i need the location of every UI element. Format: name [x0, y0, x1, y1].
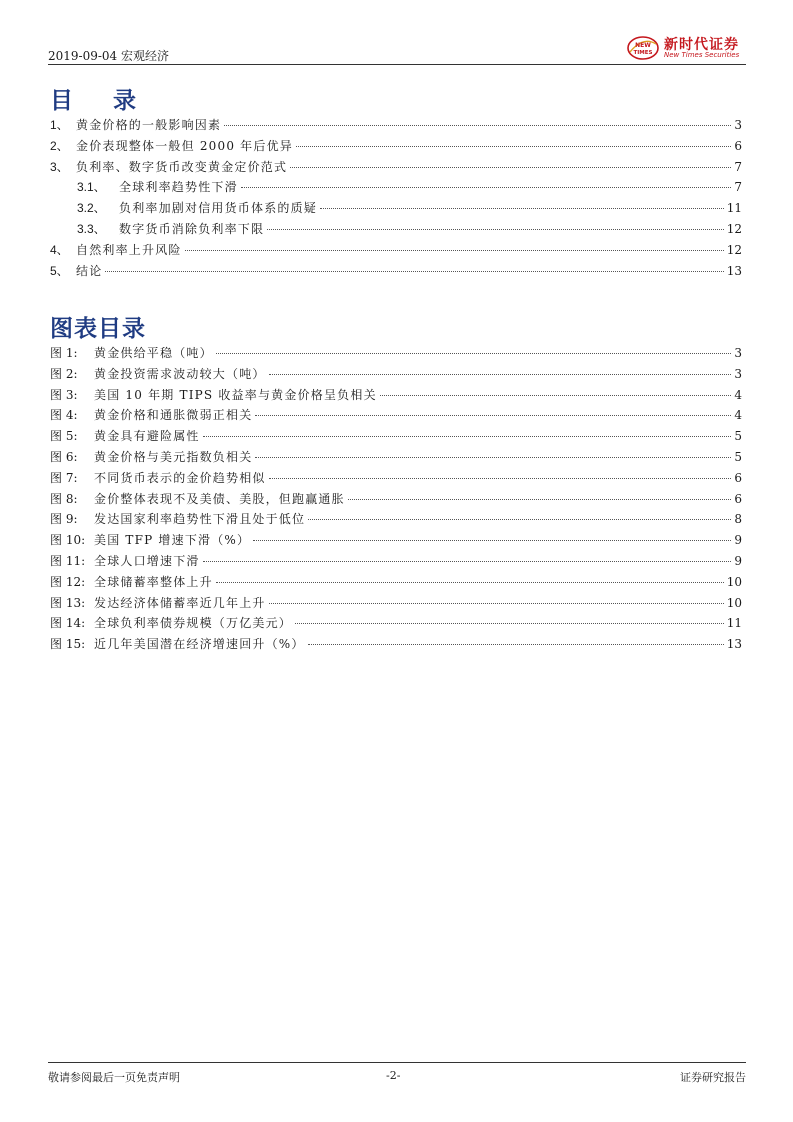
- dot-leader: [320, 208, 724, 209]
- toc-entry[interactable]: [50, 116, 742, 137]
- dot-leader: [216, 582, 724, 583]
- toc-entry-page: 7: [734, 159, 742, 174]
- figure-entry-number: 图 12:: [50, 574, 86, 589]
- figure-entry-number: 图 8:: [50, 491, 78, 506]
- dot-leader: [267, 229, 724, 230]
- dot-leader: [216, 353, 732, 354]
- toc-entry-number: 3.3、: [77, 221, 106, 236]
- figure-entry-page: 13: [726, 637, 742, 652]
- figure-entry-page: 8: [734, 512, 742, 527]
- dot-leader: [290, 167, 731, 168]
- footer-disclaimer: 敬请参阅最后一页免责声明: [48, 1071, 180, 1084]
- dot-leader: [269, 374, 732, 375]
- figure-entry-text: 黄金价格与美元指数负相关: [94, 449, 253, 464]
- figure-entry-text: 美国 10 年期 TIPS 收益率与黄金价格呈负相关: [94, 387, 377, 402]
- toc-title: 目 录: [50, 88, 153, 114]
- toc-entry-text: 自然利率上升风险: [76, 242, 182, 257]
- toc-entry-number: 5、: [50, 263, 69, 278]
- dot-leader: [296, 146, 731, 147]
- figure-entry-page: 4: [734, 387, 742, 402]
- dot-leader: [255, 457, 731, 458]
- toc-entry-page: 12: [726, 242, 742, 257]
- figure-entry-text: 发达国家利率趋势性下滑且处于低位: [94, 512, 306, 527]
- toc-entry[interactable]: [50, 241, 742, 262]
- figure-entry[interactable]: [50, 635, 742, 656]
- figure-entry-text: 不同货币表示的金价趋势相似: [94, 470, 266, 485]
- figure-entry[interactable]: [50, 427, 742, 448]
- figure-entry-number: 图 13:: [50, 595, 86, 610]
- figure-entry-page: 10: [726, 574, 742, 589]
- figure-entry[interactable]: [50, 406, 742, 427]
- toc-entry-page: 3: [734, 118, 742, 132]
- dot-leader: [308, 519, 731, 520]
- page-header: [48, 34, 746, 64]
- figure-entry-text: 黄金价格和通胀微弱正相关: [94, 408, 253, 423]
- header-divider: [48, 64, 746, 65]
- figure-entry-page: 10: [726, 595, 742, 610]
- dot-leader: [269, 478, 732, 479]
- figure-entry[interactable]: [50, 490, 742, 511]
- figure-entry-text: 全球储蓄率整体上升: [94, 574, 213, 589]
- toc-entry-page: 7: [734, 180, 742, 195]
- figure-entry-page: 9: [734, 553, 742, 568]
- figure-entry-number: 图 14:: [50, 616, 86, 631]
- figure-entry-number: 图 3:: [50, 387, 78, 402]
- footer-report-type: 证券研究报告: [680, 1071, 746, 1084]
- figure-entry-number: 图 6:: [50, 449, 78, 464]
- figure-entry-page: 3: [734, 366, 742, 381]
- toc-entry-number: 1、: [50, 118, 69, 132]
- dot-leader: [253, 540, 731, 541]
- toc-entry-number: 3.1、: [77, 180, 106, 195]
- dot-leader: [105, 271, 723, 272]
- svg-text:NEW: NEW: [635, 42, 651, 49]
- svg-text:TIMES: TIMES: [633, 50, 653, 56]
- figure-entry-page: 5: [734, 429, 742, 444]
- toc-entry[interactable]: [50, 178, 742, 199]
- toc-entry[interactable]: [50, 137, 742, 158]
- figure-entry[interactable]: [50, 365, 742, 386]
- logo-chinese-name: 新时代证券: [664, 37, 739, 53]
- dot-leader: [269, 603, 724, 604]
- toc-entry-page: 13: [726, 263, 742, 278]
- dot-leader: [185, 250, 724, 251]
- figure-list: [50, 344, 742, 656]
- toc-entry-number: 3.2、: [77, 201, 106, 216]
- figure-entry[interactable]: [50, 573, 742, 594]
- toc-entry-text: 负利率加剧对信用货币体系的质疑: [119, 201, 318, 216]
- figure-entry-number: 图 1:: [50, 346, 78, 360]
- figure-entry[interactable]: [50, 594, 742, 615]
- toc-entry-number: 3、: [50, 159, 69, 174]
- toc-entry-text: 负利率、数字货币改变黄金定价范式: [76, 159, 288, 174]
- dot-leader: [308, 644, 724, 645]
- dot-leader: [241, 187, 732, 188]
- dot-leader: [380, 395, 732, 396]
- figure-entry[interactable]: [50, 469, 742, 490]
- figure-entry-number: 图 15:: [50, 637, 86, 652]
- figure-entry-text: 金价整体表现不及美债、美股，但跑赢通胀: [94, 491, 345, 506]
- toc-list: [50, 116, 742, 282]
- figure-entry-page: 4: [734, 408, 742, 423]
- figure-entry-number: 图 11:: [50, 553, 86, 568]
- figure-entry-text: 美国 TFP 增速下滑（%）: [94, 533, 251, 548]
- toc-entry-page: 12: [726, 221, 742, 236]
- figure-entry-page: 11: [726, 616, 742, 631]
- toc-entry-page: 6: [734, 138, 742, 153]
- figure-entry-number: 图 9:: [50, 512, 78, 527]
- header-date-category: 2019-09-04 宏观经济: [48, 49, 170, 63]
- dot-leader: [255, 415, 731, 416]
- figure-entry-number: 图 5:: [50, 429, 78, 444]
- figure-entry-text: 黄金具有避险属性: [94, 429, 200, 444]
- dot-leader: [295, 623, 724, 624]
- figure-entry[interactable]: [50, 510, 742, 531]
- toc-entry[interactable]: [50, 199, 742, 220]
- figure-entry-text: 黄金投资需求波动较大（吨）: [94, 366, 266, 381]
- figure-entry[interactable]: [50, 448, 742, 469]
- toc-entry-number: 4、: [50, 242, 69, 257]
- dot-leader: [224, 125, 731, 126]
- figure-entry-number: 图 4:: [50, 408, 78, 423]
- page-number: -2-: [386, 1069, 401, 1082]
- figure-entry-text: 发达经济体储蓄率近几年上升: [94, 595, 266, 610]
- new-times-logo-icon: [626, 34, 660, 62]
- figure-entry-page: 3: [734, 346, 742, 360]
- figure-entry-page: 6: [734, 491, 742, 506]
- figure-entry-number: 图 7:: [50, 470, 78, 485]
- figure-entry-page: 5: [734, 449, 742, 464]
- company-logo: [626, 34, 746, 62]
- figure-list-title: 图表目录: [50, 316, 146, 342]
- figure-entry[interactable]: [50, 552, 742, 573]
- footer-divider: [48, 1062, 746, 1063]
- toc-entry[interactable]: [50, 158, 742, 179]
- figure-entry-text: 全球人口增速下滑: [94, 553, 200, 568]
- figure-entry-page: 9: [734, 533, 742, 548]
- figure-entry-page: 6: [734, 470, 742, 485]
- figure-entry[interactable]: [50, 531, 742, 552]
- figure-entry[interactable]: [50, 614, 742, 635]
- toc-entry-text: 数字货币消除负利率下限: [119, 221, 265, 236]
- figure-entry-text: 黄金供给平稳（吨）: [94, 346, 213, 360]
- figure-entry[interactable]: [50, 386, 742, 407]
- figure-entry-number: 图 10:: [50, 533, 86, 548]
- dot-leader: [203, 436, 732, 437]
- toc-entry[interactable]: [50, 220, 742, 241]
- toc-entry-text: 金价表现整体一般但 2000 年后优异: [76, 138, 293, 153]
- figure-entry[interactable]: [50, 344, 742, 365]
- toc-entry-text: 黄金价格的一般影响因素: [76, 118, 222, 132]
- toc-entry-page: 11: [726, 201, 742, 216]
- figure-entry-text: 近几年美国潜在经济增速回升（%）: [94, 637, 305, 652]
- toc-entry-text: 结论: [76, 263, 103, 278]
- toc-entry-text: 全球利率趋势性下滑: [119, 180, 238, 195]
- toc-entry[interactable]: [50, 262, 742, 283]
- logo-english-name: New Times Securities: [664, 51, 740, 59]
- figure-entry-text: 全球负利率债券规模（万亿美元）: [94, 616, 293, 631]
- dot-leader: [203, 561, 732, 562]
- dot-leader: [348, 499, 732, 500]
- toc-entry-number: 2、: [50, 138, 69, 153]
- figure-entry-number: 图 2:: [50, 366, 78, 381]
